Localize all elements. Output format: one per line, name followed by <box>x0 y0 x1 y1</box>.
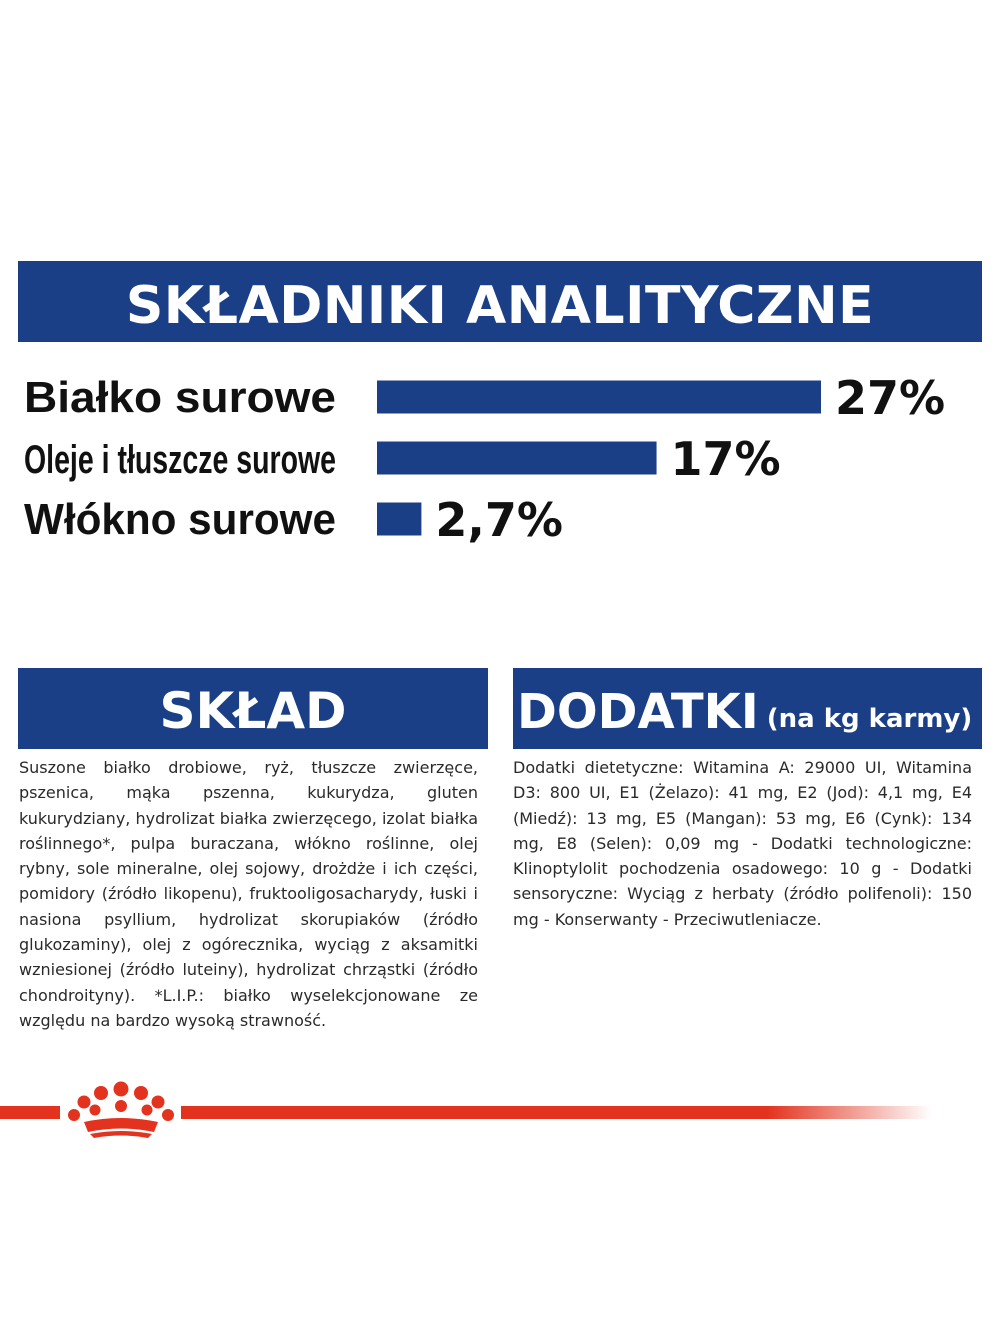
analytic-title: SKŁADNIKI ANALITYCZNE <box>125 275 875 336</box>
sklad-title: SKŁAD <box>159 681 347 740</box>
analytic-bar-chart <box>0 362 1000 562</box>
dodatki-subtitle: (na kg karmy) <box>766 703 973 734</box>
category-label: Oleje i tłuszcze surowe <box>24 438 336 482</box>
dodatki-title: DODATKI <box>517 683 759 740</box>
bar <box>377 381 821 414</box>
bar <box>377 442 657 475</box>
bar <box>377 503 421 536</box>
dodatki-additives-text: Dodatki dietetyczne: Witamina A: 29000 UI, Witamina D3: 800 UI, E1 (Żelazo): 41 mg, E2 (Jod): 4,1 mg, E4 (Miedź): 13 mg, E5 (Mangan): 53 mg, E6 (Cynk): 134 mg, E8 (Selen): 0,09 mg - Dodatki technologiczne: Klinoptylolit pochodzenia osadowego: 10 g - Dodatki sensoryczne: Wyciąg z herbaty (źródło polifenoli): 150 mg - Konserwanty - Przeciwutleniacze. <box>513 758 972 929</box>
value-label: 27% <box>835 371 946 425</box>
stripe-right <box>181 1106 932 1119</box>
category-label: Białko surowe <box>24 373 336 422</box>
analytic-title-banner <box>18 261 982 342</box>
sklad-title-banner <box>18 668 488 749</box>
dodatki-title-banner <box>513 668 982 749</box>
crown-logo-icon <box>68 1082 174 1139</box>
value-label: 17% <box>670 432 781 486</box>
category-label: Włókno surowe <box>24 495 336 544</box>
sklad-ingredients-text: Suszone białko drobiowe, ryż, tłuszcze zwierzęce, pszenica, mąka pszenna, kukurydza, gluten kukurydziany, hydrolizat białka zwierzęcego, izolat białka roślinnego*, pulpa buraczana, włókno roślinne, olej rybny, sole mineralne, olej sojowy, drożdże i ich części, pomidory (źródło likopenu), fruktooligosacharydy, łuski i nasiona psyllium, hydrolizat skorupiaków (źródło glukozaminy), olej z ogórecznika, wyciąg z aksamitki wzniesionej (źródło luteiny), hydrolizat chrząstki (źródło chondroityny). *L.I.P.: białko wyselekcjonowane ze względu na bardzo wysoką strawność. <box>19 758 478 1030</box>
stripe-left <box>0 1106 60 1119</box>
value-label: 2,7% <box>435 493 563 547</box>
footer-brand-stripe <box>0 1078 1000 1142</box>
